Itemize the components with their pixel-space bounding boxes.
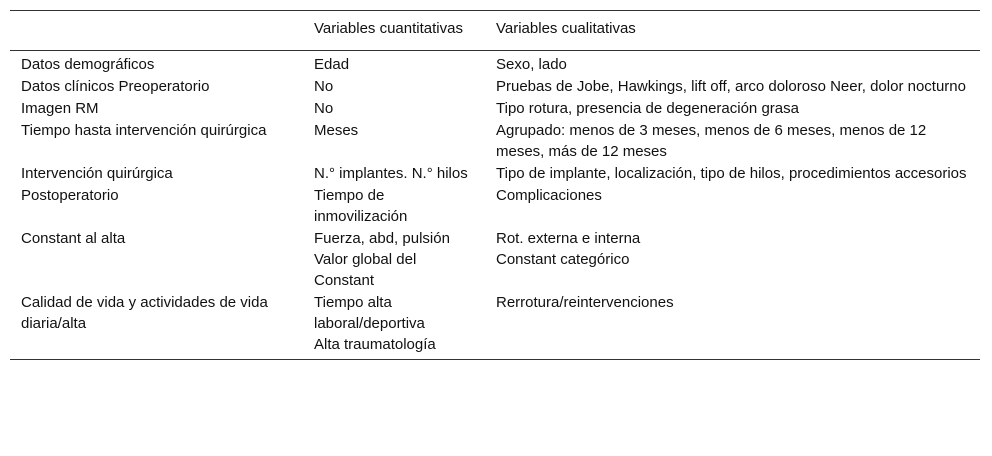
cell-quantitative	[303, 98, 485, 120]
cell-quantitative	[303, 120, 485, 163]
cell-qualitative	[485, 185, 980, 228]
qualitative-value: Rerrotura/reintervenciones	[496, 294, 674, 311]
table-header-row	[10, 11, 980, 51]
qualitative-value: Constant categórico	[496, 251, 630, 268]
quantitative-value: N.° implantes. N.° hilos	[314, 165, 468, 182]
cell-qualitative	[485, 51, 980, 77]
table-row	[10, 185, 980, 228]
quantitative-value: Valor global del Constant	[314, 251, 417, 289]
table-row	[10, 51, 980, 77]
qualitative-value: Tipo rotura, presencia de degeneración grasa	[496, 100, 799, 117]
cell-quantitative	[303, 163, 485, 185]
quantitative-value: Tiempo alta laboral/deportiva	[314, 294, 425, 332]
quantitative-value: No	[314, 100, 334, 117]
cell-category: Intervención quirúrgica	[21, 165, 173, 182]
variables-table-container	[10, 10, 980, 360]
cell-qualitative	[485, 98, 980, 120]
header-category	[10, 11, 303, 51]
cell-category: Constant al alta	[21, 230, 126, 247]
cell-category: Calidad de vida y actividades de vida diaria/alta	[21, 294, 268, 332]
quantitative-value: Tiempo de inmovilización	[314, 187, 408, 225]
table-row	[10, 98, 980, 120]
qualitative-value: Complicaciones	[496, 187, 602, 204]
cell-quantitative	[303, 185, 485, 228]
cell-qualitative	[485, 120, 980, 163]
cell-quantitative	[303, 51, 485, 77]
cell-qualitative	[485, 163, 980, 185]
table-row	[10, 76, 980, 98]
variables-table	[10, 10, 980, 360]
table-row	[10, 292, 980, 360]
table-row	[10, 163, 980, 185]
cell-quantitative	[303, 228, 485, 292]
cell-qualitative	[485, 228, 980, 292]
qualitative-value: Pruebas de Jobe, Hawkings, lift off, arco doloroso Neer, dolor nocturno	[496, 78, 966, 95]
cell-category: Tiempo hasta intervención quirúrgica	[21, 122, 267, 139]
qualitative-value: Tipo de implante, localización, tipo de hilos, procedimientos accesorios	[496, 165, 967, 182]
cell-qualitative	[485, 76, 980, 98]
table-row	[10, 228, 980, 292]
quantitative-value: No	[314, 78, 334, 95]
qualitative-value: Agrupado: menos de 3 meses, menos de 6 meses, menos de 12 meses, más de 12 meses	[496, 122, 927, 160]
quantitative-value: Meses	[314, 122, 359, 139]
cell-category: Imagen RM	[21, 100, 99, 117]
cell-quantitative	[303, 76, 485, 98]
qualitative-value: Rot. externa e interna	[496, 230, 641, 247]
cell-category: Datos clínicos Preoperatorio	[21, 78, 210, 95]
qualitative-value: Sexo, lado	[496, 56, 567, 73]
cell-category: Postoperatorio	[21, 187, 119, 204]
quantitative-value: Fuerza, abd, pulsión	[314, 230, 450, 247]
cell-quantitative	[303, 292, 485, 360]
header-quantitative: Variables cuantitativas	[314, 20, 463, 37]
table-row	[10, 120, 980, 163]
header-qualitative: Variables cualitativas	[496, 20, 636, 37]
cell-qualitative	[485, 292, 980, 360]
cell-category: Datos demográficos	[21, 56, 155, 73]
quantitative-value: Alta traumatología	[314, 336, 436, 353]
quantitative-value: Edad	[314, 56, 350, 73]
